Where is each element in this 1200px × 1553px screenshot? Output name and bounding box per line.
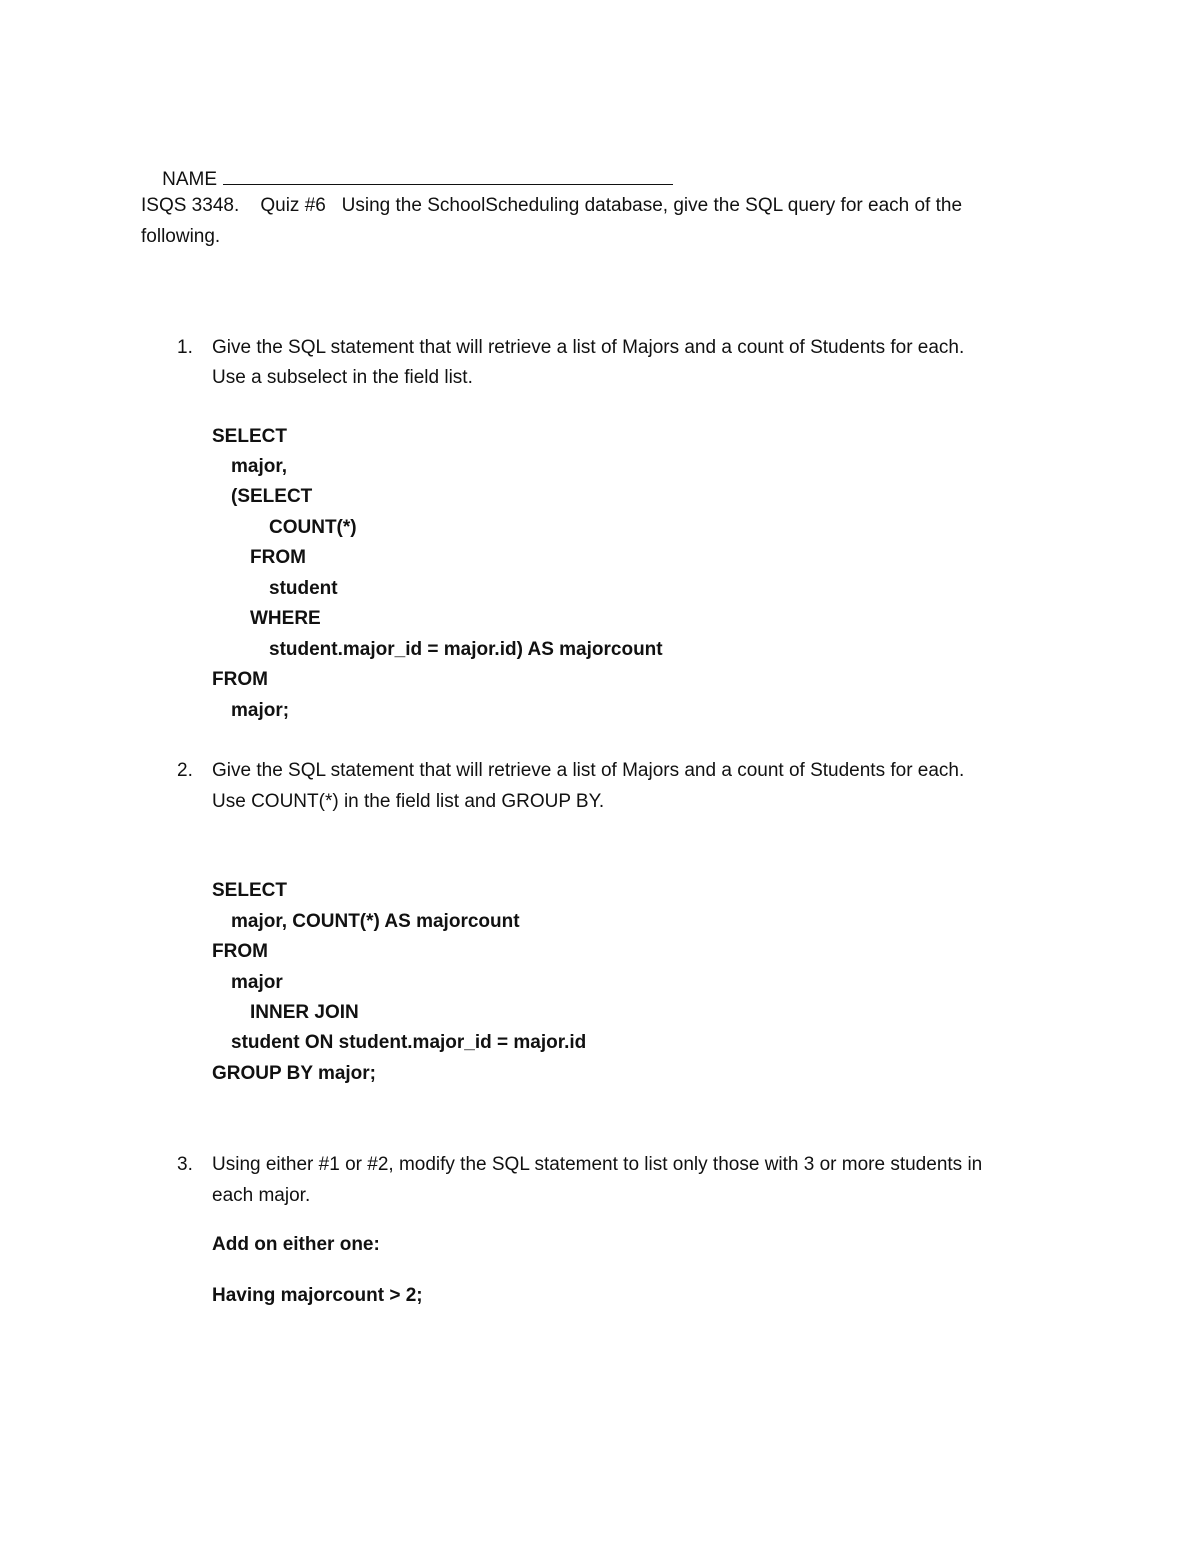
q1-answer-line: student (269, 578, 338, 599)
question-1-number: 1. (177, 337, 193, 358)
q1-answer-line: FROM (250, 547, 306, 568)
q3-answer-line: Add on either one: (212, 1234, 380, 1255)
question-3-prompt-line-1: Using either #1 or #2, modify the SQL statement to list only those with 3 or more students in (212, 1154, 983, 1175)
q1-answer-line: (SELECT (231, 486, 313, 507)
question-2-prompt-line-1: Give the SQL statement that will retrieve a list of Majors and a count of Students for each. (212, 760, 965, 781)
q1-answer-line: FROM (212, 669, 268, 690)
question-1-prompt-line-2: Use a subselect in the field list. (212, 367, 473, 388)
name-blank (223, 168, 673, 185)
question-1-prompt-line-1: Give the SQL statement that will retrieve a list of Majors and a count of Students for each. (212, 337, 965, 358)
quiz-title-line-1: ISQS 3348. Quiz #6 Using the SchoolScheduling database, give the SQL query for each of the (141, 195, 963, 216)
q2-answer-line: major, COUNT(*) AS majorcount (231, 911, 520, 932)
q1-answer-line: student.major_id = major.id) AS majorcount (269, 639, 663, 660)
question-3-prompt-line-2: each major. (212, 1185, 311, 1206)
name-label: NAME (162, 169, 218, 190)
q2-answer-line: student ON student.major_id = major.id (231, 1032, 587, 1053)
q2-answer-line: SELECT (212, 880, 287, 901)
question-2-number: 2. (177, 760, 193, 781)
q1-answer-line: WHERE (250, 608, 321, 629)
quiz-title-line-2: following. (141, 226, 221, 247)
q3-answer-line: Having majorcount > 2; (212, 1285, 423, 1306)
q1-answer-line: SELECT (212, 426, 287, 447)
q2-answer-line: INNER JOIN (250, 1002, 359, 1023)
q1-answer-line: major, (231, 456, 287, 477)
q2-answer-line: FROM (212, 941, 268, 962)
q1-answer-line: major; (231, 700, 290, 721)
question-3-number: 3. (177, 1154, 193, 1175)
q1-answer-line: COUNT(*) (269, 517, 357, 538)
q2-answer-line: GROUP BY major; (212, 1063, 377, 1084)
q2-answer-line: major (231, 972, 283, 993)
question-2-prompt-line-2: Use COUNT(*) in the field list and GROUP BY. (212, 791, 605, 812)
